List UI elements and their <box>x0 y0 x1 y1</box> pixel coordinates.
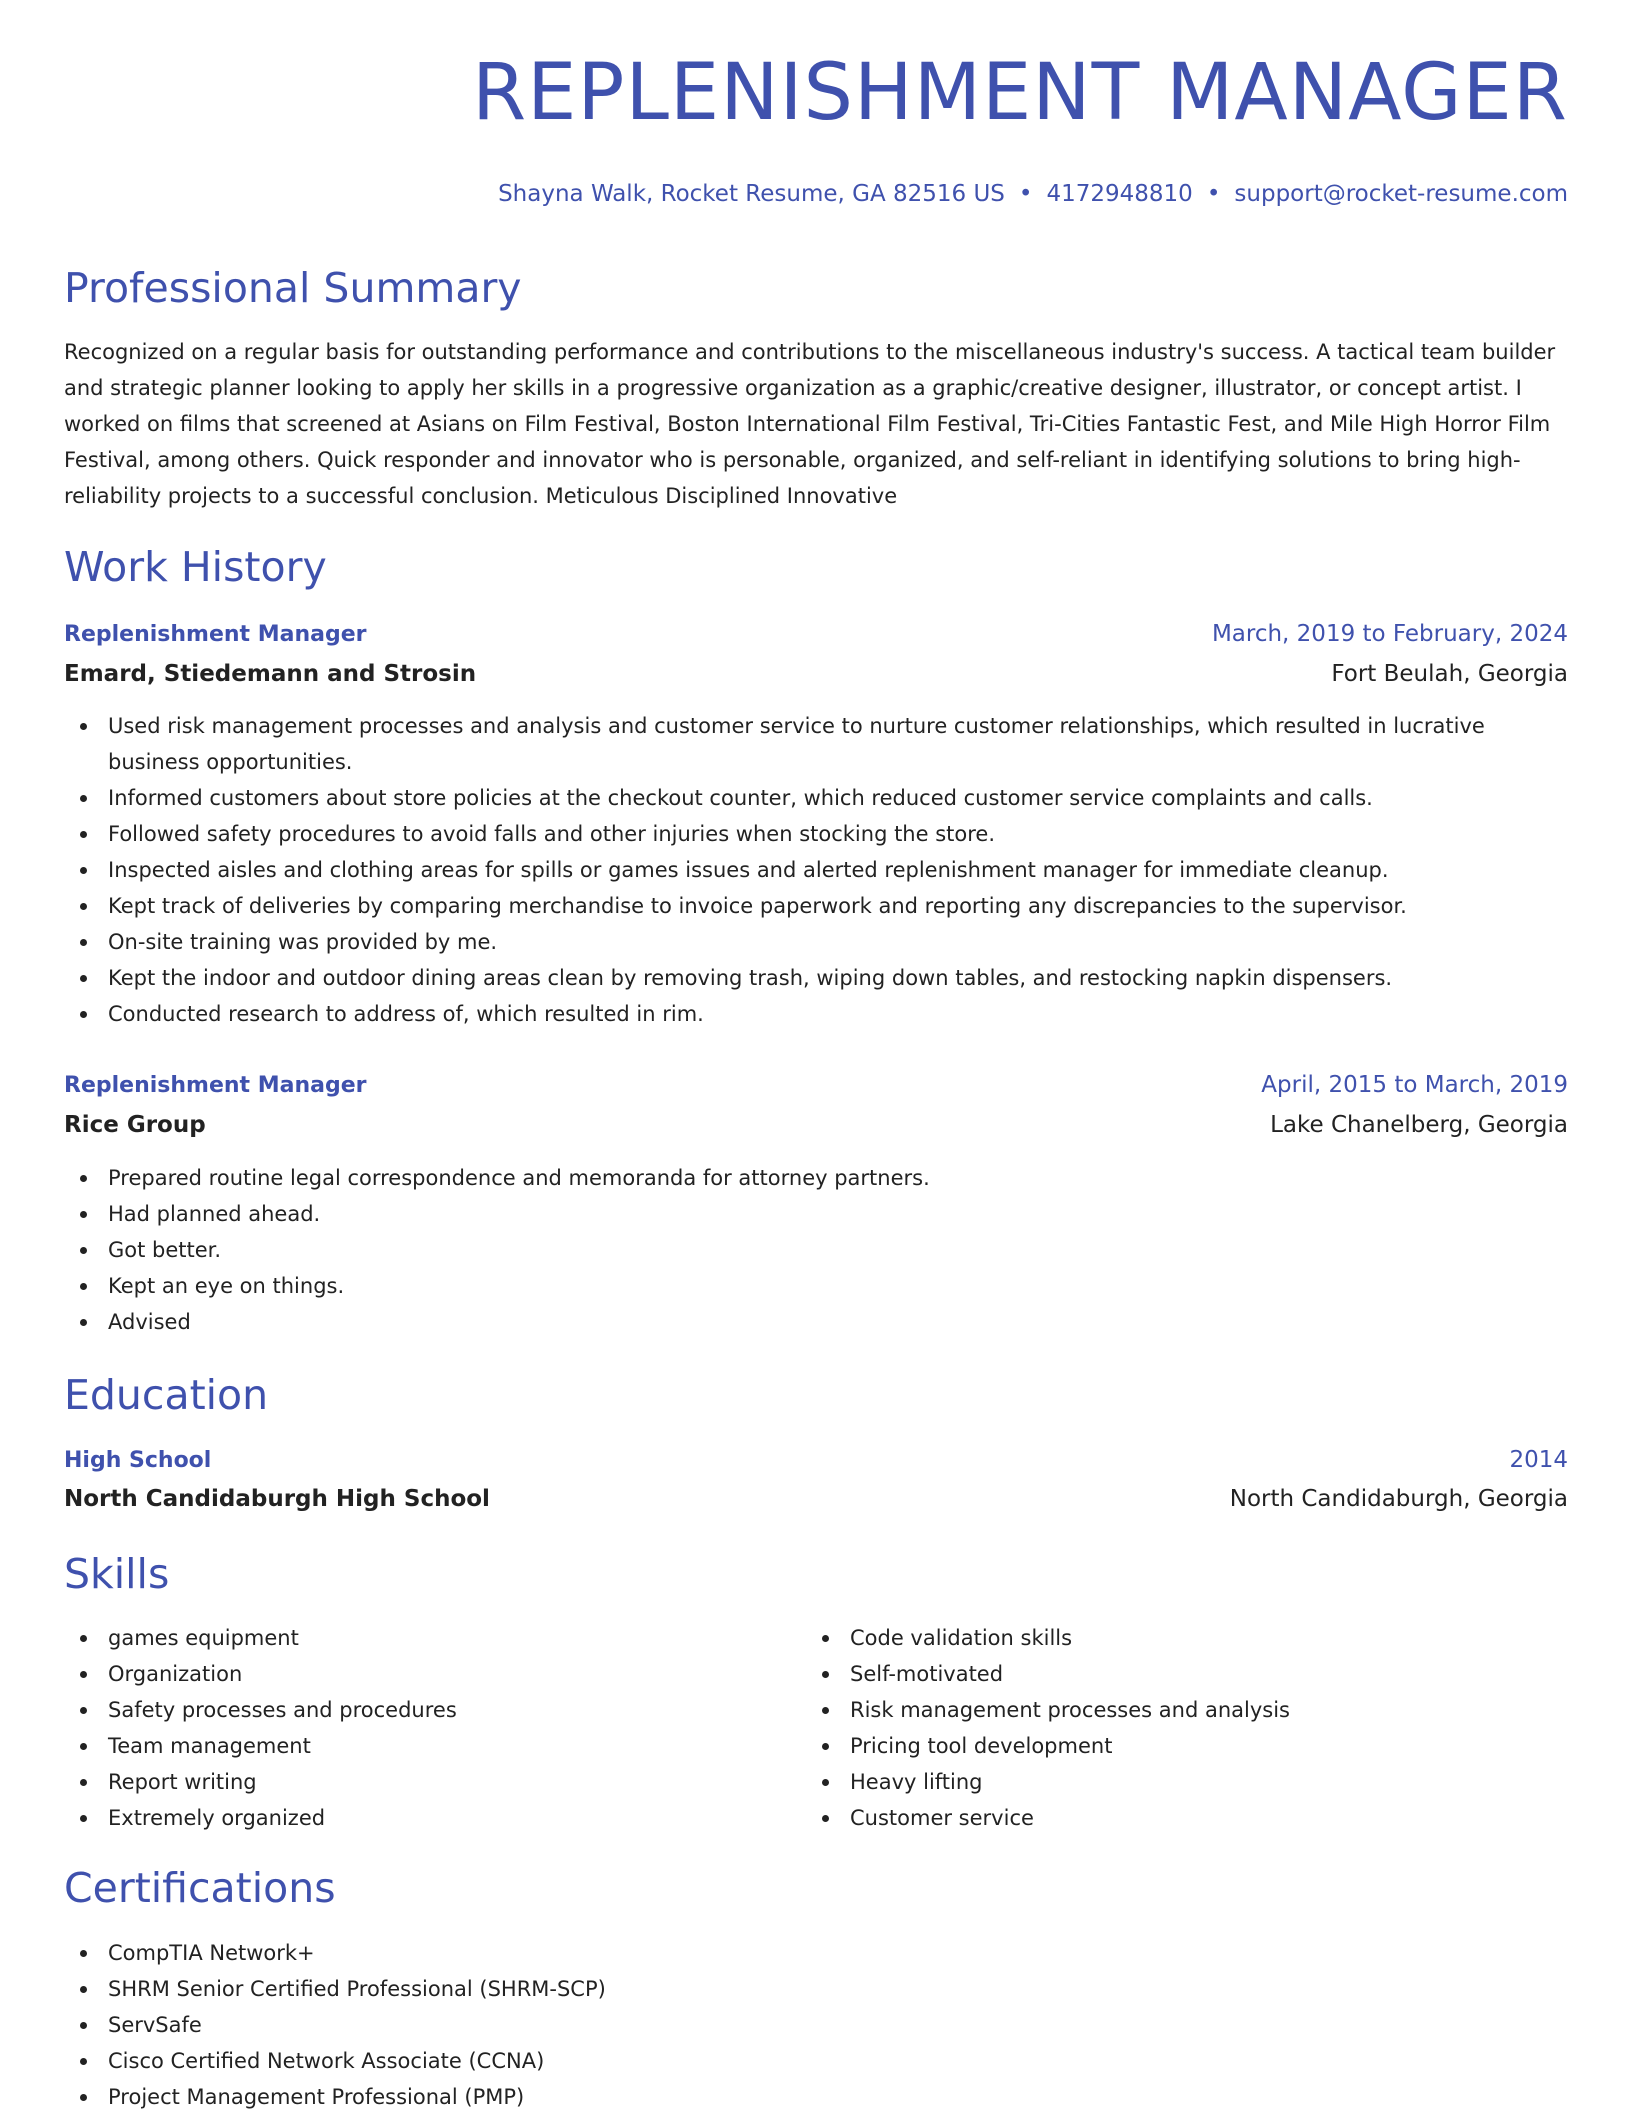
contact-separator: • <box>1206 181 1221 207</box>
contact-phone: 4172948810 <box>1046 181 1193 207</box>
job-2-location: Lake Chanelberg, Georgia <box>1270 1112 1568 1138</box>
list-item: Followed safety procedures to avoid falls and other injuries when stocking the store. <box>64 816 1568 852</box>
list-item: Safety processes and procedures <box>64 1692 1568 1728</box>
list-item: Inspected aisles and clothing areas for spills or games issues and alerted replenishment manager for immediate cleanup. <box>64 852 1568 888</box>
list-item: Code validation skills <box>806 1620 1632 1656</box>
list-item: Cisco Certified Network Associate (CCNA) <box>64 2043 1568 2079</box>
summary-heading: Professional Summary <box>64 264 522 312</box>
job-1-dates: March, 2019 to February, 2024 <box>1211 621 1568 647</box>
list-item: Used risk management processes and analysis and customer service to nurture customer relationships, which resulted in lucrative business opportunities. <box>64 708 1568 780</box>
job-1-company-row <box>64 657 1568 691</box>
education-school-row <box>64 1482 1568 1516</box>
education-year: 2014 <box>1509 1447 1568 1473</box>
job-1-title-row <box>64 617 1568 651</box>
list-item: Got better. <box>64 1232 1568 1268</box>
list-item: CompTIA Network+ <box>64 1935 1568 1971</box>
list-item: Organization <box>64 1656 1568 1692</box>
work-history-heading: Work History <box>64 543 327 591</box>
list-item: On-site training was provided by me. <box>64 924 1568 960</box>
job-2-dates: April, 2015 to March, 2019 <box>1261 1072 1568 1098</box>
skills-heading: Skills <box>64 1550 170 1598</box>
list-item: Customer service <box>806 1800 1632 1836</box>
list-item: Kept the indoor and outdoor dining areas clean by removing trash, wiping down tables, and restocking napkin dispensers. <box>64 960 1568 996</box>
contact-email: support@rocket-resume.com <box>1234 181 1568 207</box>
job-2-role: Replenishment Manager <box>64 1072 367 1098</box>
certifications-heading: Certifications <box>64 1864 336 1912</box>
list-item: Conducted research to address of, which resulted in rim. <box>64 996 1568 1032</box>
list-item: Heavy lifting <box>806 1764 1632 1800</box>
job-2-title-row <box>64 1068 1568 1102</box>
certifications-list <box>64 1935 1568 2115</box>
list-item: Project Management Professional (PMP) <box>64 2079 1568 2115</box>
list-item: Report writing <box>64 1764 1568 1800</box>
list-item: Kept track of deliveries by comparing merchandise to invoice paperwork and reporting any discrepancies to the supervisor. <box>64 888 1568 924</box>
list-item: Advised <box>64 1304 1568 1340</box>
list-item: Kept an eye on things. <box>64 1268 1568 1304</box>
job-2-bullets <box>64 1160 1568 1340</box>
job-1-location: Fort Beulah, Georgia <box>1331 661 1568 687</box>
education-heading: Education <box>64 1371 269 1419</box>
list-item: Team management <box>64 1728 1568 1764</box>
list-item: Had planned ahead. <box>64 1196 1568 1232</box>
list-item: Informed customers about store policies at the checkout counter, which reduced customer service complaints and calls. <box>64 780 1568 816</box>
job-2-company: Rice Group <box>64 1112 206 1138</box>
list-item: games equipment <box>64 1620 1568 1656</box>
job-2-company-row <box>64 1108 1568 1142</box>
resume-title: REPLENISHMENT MANAGER <box>471 48 1568 138</box>
summary-text: Recognized on a regular basis for outstanding performance and contributions to the miscellaneous industry's success. A tactical team builder and strategic planner looking to apply her skills in a progressive organization as a graphic/creative designer, illustrator, or concept artist. I worked on films that screened at Asians on Film Festival, Boston International Film Festival, Tri-Cities Fantastic Fest, and Mile High Horror Film Festival, among others. Quick responder and innovator who is personable, organized, and self-reliant in identifying solutions to bring high-reliability projects to a successful conclusion. Meticulous Disciplined Innovative <box>64 340 1556 508</box>
skills-list-right <box>806 1620 1632 1836</box>
contact-separator: • <box>1018 181 1033 207</box>
list-item: Risk management processes and analysis <box>806 1692 1632 1728</box>
job-1-company: Emard, Stiedemann and Strosin <box>64 661 477 687</box>
education-degree-row <box>64 1443 1568 1477</box>
list-item: ServSafe <box>64 2007 1568 2043</box>
list-item: Prepared routine legal correspondence and memoranda for attorney partners. <box>64 1160 1568 1196</box>
education-degree: High School <box>64 1447 212 1473</box>
education-school: North Candidaburgh High School <box>64 1486 490 1512</box>
list-item: SHRM Senior Certified Professional (SHRM-SCP) <box>64 1971 1568 2007</box>
list-item: Pricing tool development <box>806 1728 1632 1764</box>
job-1-role: Replenishment Manager <box>64 621 367 647</box>
list-item: Extremely organized <box>64 1800 1568 1836</box>
contact-address: Shayna Walk, Rocket Resume, GA 82516 US <box>498 181 1005 207</box>
list-item: Self-motivated <box>806 1656 1632 1692</box>
contact-line <box>498 181 1568 209</box>
job-1-bullets <box>64 708 1568 1032</box>
education-location: North Candidaburgh, Georgia <box>1229 1486 1568 1512</box>
